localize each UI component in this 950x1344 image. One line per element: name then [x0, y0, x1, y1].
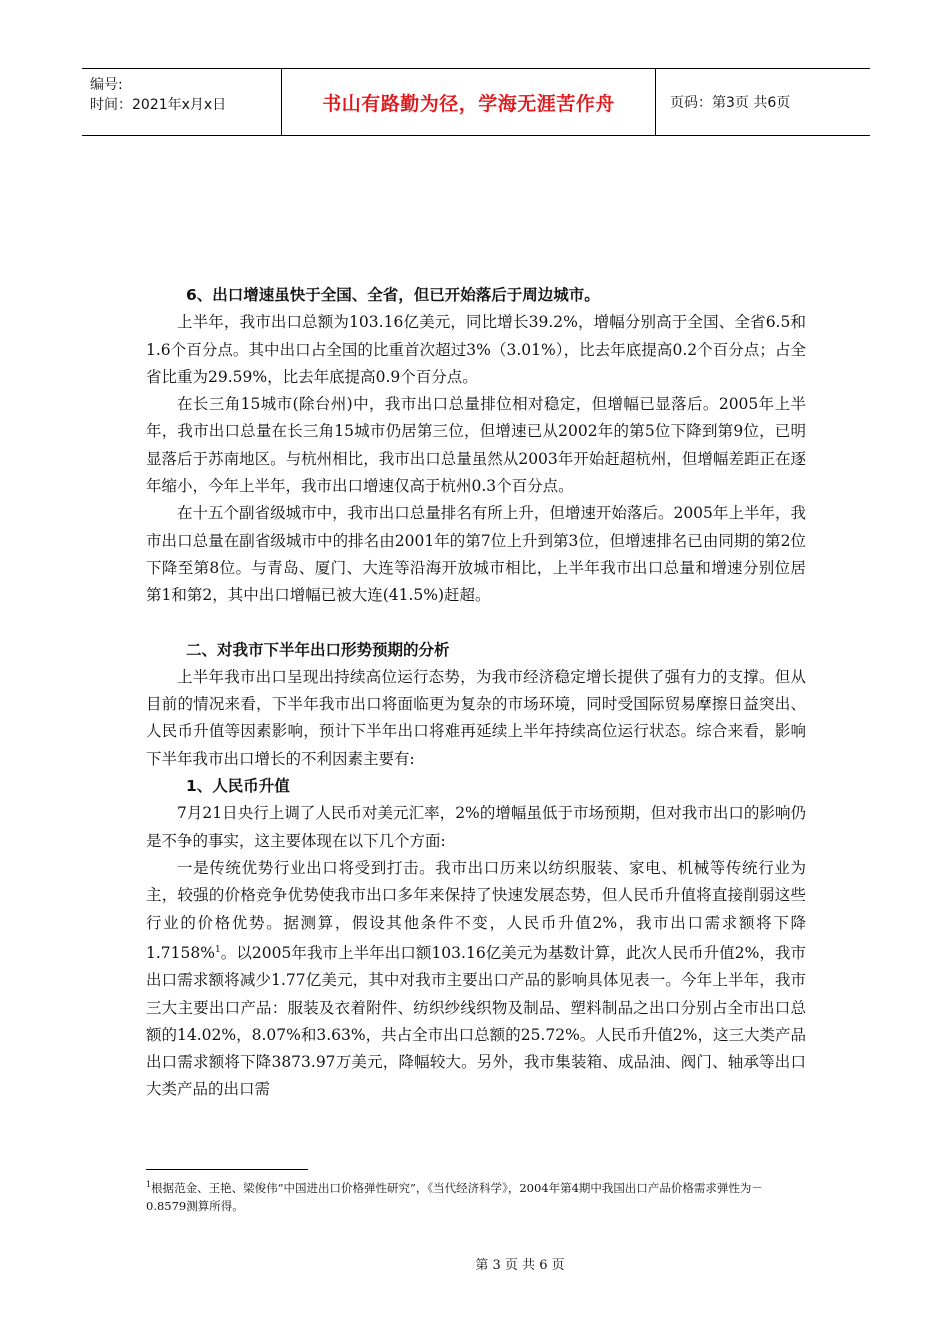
- section2-heading: 二、对我市下半年出口形势预期的分析: [186, 640, 450, 659]
- header-motto-cell: [282, 69, 656, 135]
- footnote-text: 根据范金、王艳、梁俊伟“中国进出口价格弹性研究”，《当代经济科学》，2004年第4期中我国出口产品价格需求弹性为－0.8579测算所得。: [146, 1180, 763, 1213]
- header-meta: [82, 69, 282, 135]
- section6-paragraph-2: 在长三角15城市(除台州)中，我市出口总量排位相对稳定，但增幅已显落后。2005年上半年，我市出口总量在长三角15城市仍居第三位，但增速已从2002年的第5位下降到第9位，已明显落后于苏南地区。与杭州相比，我市出口总量虽然从2003年开始赶超杭州，但增幅差距正在逐年缩小，今年上半年，我市出口增速仅高于杭州0.3个百分点。: [146, 395, 806, 496]
- footnote-divider: [146, 1169, 308, 1170]
- paragraph-text-before-note: 一是传统优势行业出口将受到打击。我市出口历来以纺织服装、家电、机械等传统行业为主，较强的价格竞争优势使我市出口多年来保持了快速发展态势，但人民币升值将直接削弱这些行业的价格优势。据测算，假设其他条件不变，人民币升值2%，我市出口需求额将下降1.7158%: [146, 858, 806, 962]
- time-label: 时间：2021年x月x日: [90, 97, 227, 113]
- rmb-appreciation-heading: 1、人民币升值: [186, 777, 290, 796]
- section6-paragraph-1: 上半年，我市出口总额为103.16亿美元，同比增长39.2%，增幅分别高于全国、全省6.5和1.6个百分点。其中出口占全国的比重首次超过3%（3.01%），比去年底提高0.2个百分点；占全省比重为29.59%，比去年底提高0.9个百分点。: [146, 313, 806, 386]
- footnote-reference[interactable]: 1: [214, 944, 221, 955]
- page-footer: 第 3 页 共 6 页: [475, 1258, 565, 1273]
- section2-paragraph-3: [146, 855, 806, 1104]
- footnote: [146, 1176, 796, 1215]
- header-page-label: 页码：第3页 共6页: [670, 95, 791, 111]
- number-label: 编号:: [90, 77, 123, 93]
- footnote-marker: 1: [146, 1180, 152, 1189]
- section2-paragraph-1: 上半年我市出口呈现出持续高位运行态势，为我市经济稳定增长提供了强有力的支撑。但从目前的情况来看，下半年我市出口将面临更为复杂的市场环境，同时受国际贸易摩擦日益突出、人民币升值等因素影响，预计下半年出口将难再延续上半年持续高位运行状态。综合来看，影响下半年我市出口增长的不利因素主要有:: [146, 667, 806, 768]
- document-body: [146, 282, 806, 1104]
- header-motto: 书山有路勤为径，学海无涯苦作舟: [322, 92, 615, 115]
- page-header: [82, 68, 870, 136]
- paragraph-text-after-note: 。以2005年我市上半年出口额103.16亿美元为基数计算，此次人民币升值2%，我市出口需求额将减少1.77亿美元，其中对我市主要出口产品的影响具体见表一。今年上半年，我市三大主要出口产品：服装及衣着附件、纺织纱线织物及制品、塑料制品之出口分别占全市出口总额的14.02%，8.07%和3.63%，共占全市出口总额的25.72%。人民币升值2%，这三大类产品出口需求额将下降3873.97万美元，降幅较大。另外，我市集装箱、成品油、阀门、轴承等出口大类产品的出口需: [146, 943, 806, 1099]
- section6-heading: 6、出口增速虽快于全国、全省，但已开始落后于周边城市。: [186, 286, 600, 304]
- section6-paragraph-3: 在十五个副省级城市中，我市出口总量排名有所上升，但增速开始落后。2005年上半年，我市出口总量在副省级城市中的排名由2001年的第7位上升到第3位，但增速排名已由同期的第2位下降至第8位。与青岛、厦门、大连等沿海开放城市相比，上半年我市出口总量和增速分别位居第1和第2，其中出口增幅已被大连(41.5%)赶超。: [146, 504, 806, 605]
- section2-paragraph-2: 7月21日央行上调了人民币对美元汇率，2%的增幅虽低于市场预期，但对我市出口的影响仍是不争的事实，这主要体现在以下几个方面:: [146, 804, 806, 850]
